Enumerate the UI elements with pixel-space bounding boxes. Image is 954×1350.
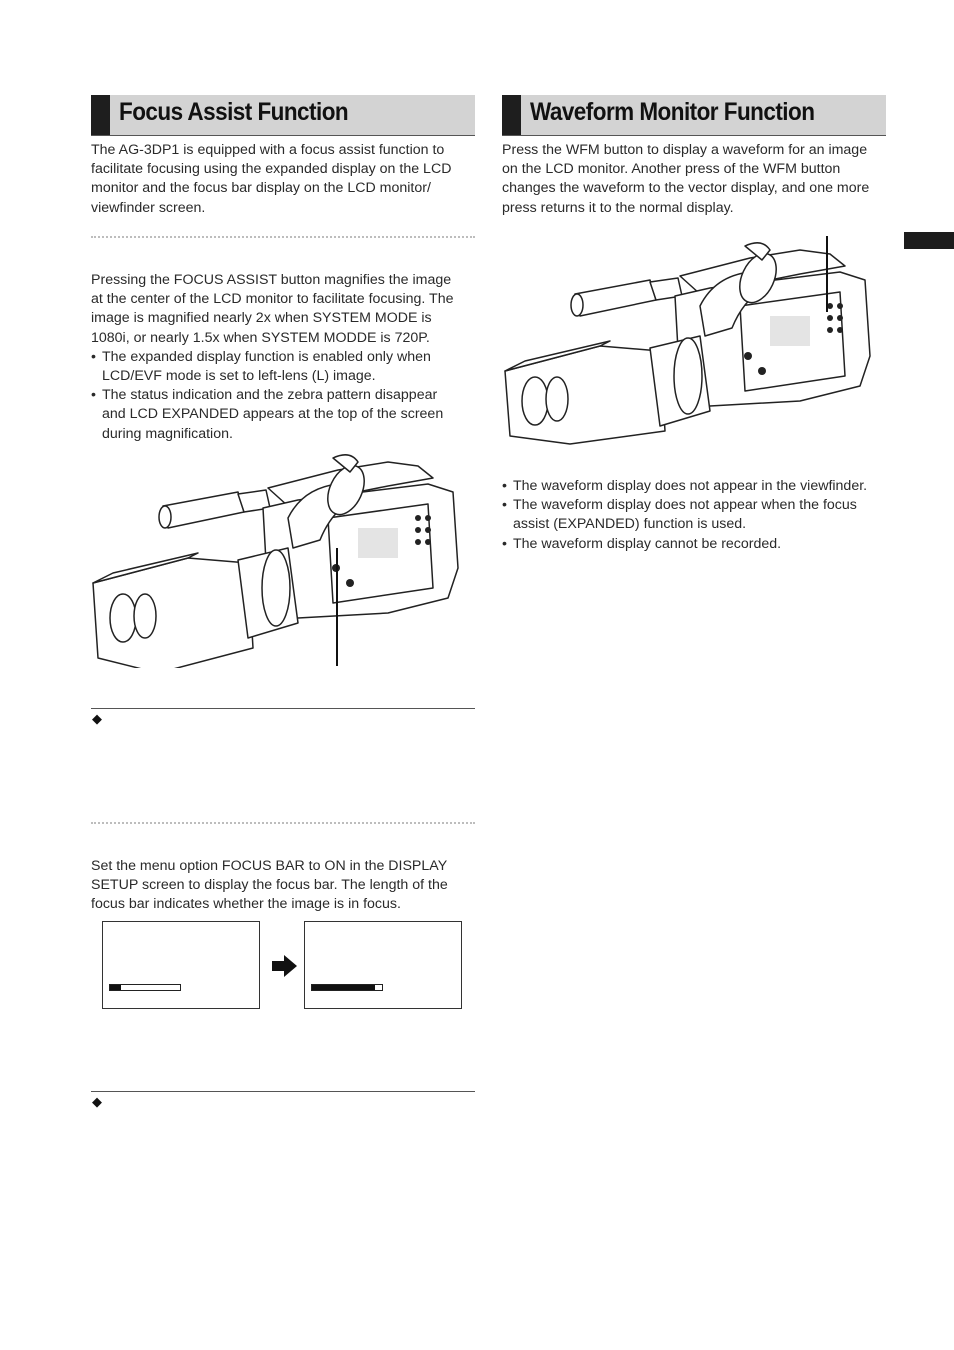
focus-bar-before-screen <box>102 921 260 1009</box>
note-diamond-icon: ◆ <box>92 711 102 726</box>
waveform-notes <box>502 477 886 554</box>
heading-accent-bar <box>502 95 521 135</box>
section-divider <box>91 822 475 824</box>
waveform-notes-list <box>502 477 886 554</box>
camcorder-illustration <box>88 448 468 668</box>
heading-accent-bar <box>91 95 110 135</box>
focus-bar-text: Set the menu option FOCUS BAR to ON in the DISPLAY SETUP screen to display the focus bar. The length of the focus bar indicates whether the image is in focus. <box>91 858 448 913</box>
list-item: • The status indication and the zebra pattern disappear and LCD EXPANDED appears at the top of the screen during magnification. <box>91 386 455 444</box>
waveform-intro: Press the WFM button to display a waveform for an image on the LCD monitor. Another press of the WFM button changes the waveform to the vector display, and one more press returns it to the normal display. <box>502 142 870 216</box>
waveform-heading <box>502 95 886 136</box>
arrow-right-icon <box>270 954 298 978</box>
list-item: • The waveform display does not appear in the viewfinder. <box>502 477 886 496</box>
note-rule <box>91 1091 475 1092</box>
focus-assist-intro: The AG-3DP1 is equipped with a focus assist function to facilitate focusing using the expanded display on the LCD monitor and the focus bar display on the LCD monitor/ viewfinder screen. <box>91 142 452 216</box>
focus-bar-after-screen <box>304 921 462 1009</box>
focus-bar-after <box>311 984 383 991</box>
section-divider <box>91 236 475 238</box>
expanded-display-text: Pressing the FOCUS ASSIST button magnifies the image at the center of the LCD monitor to facilitate focusing. The image is magnified nearly 2x when SYSTEM MODE is 1080i, or nearly 1.5x when SYSTEM MODDE is 720P. • The expanded display function is enabled only when LCD/EVF mode is set to left-lens (L) image. • The status indication and the zebra pattern disappear and LCD EXPANDED appears at the top of the screen during magnification. <box>91 271 481 444</box>
chapter-tab <box>904 232 954 249</box>
focus-assist-heading <box>91 95 475 136</box>
focus-bar-fill <box>110 985 121 990</box>
camcorder-illustration <box>500 236 880 446</box>
note-diamond-icon: ◆ <box>92 1094 102 1109</box>
focus-bar-fill <box>312 985 375 990</box>
list-item: • The expanded display function is enabled only when LCD/EVF mode is set to left-lens (L) image. <box>91 348 455 386</box>
list-item: • The waveform display does not appear when the focus assist (EXPANDED) function is used. <box>502 496 886 534</box>
list-item: • The waveform display cannot be recorded. <box>502 535 886 554</box>
note-rule <box>91 708 475 709</box>
focus-assist-title: Focus Assist Function <box>119 98 349 126</box>
waveform-title: Waveform Monitor Function <box>530 98 815 126</box>
expanded-notes-list <box>91 348 455 444</box>
focus-bar-before <box>109 984 181 991</box>
